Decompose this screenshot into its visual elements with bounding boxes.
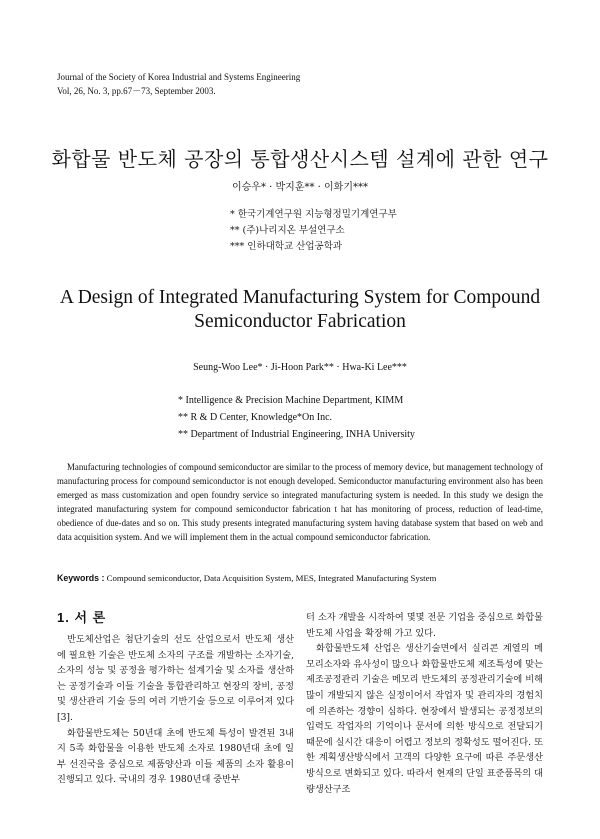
english-affiliation: ** R & D Center, Knowledge*On Inc. bbox=[178, 412, 333, 423]
korean-affiliation: ** (주)나리지온 부설연구소 bbox=[230, 225, 345, 236]
keywords-text: Compound semiconductor, Data Acquisition System, MES, Integrated Manufacturing System bbox=[104, 573, 437, 583]
journal-volume: Vol, 26, No. 3, pp.67－73, September 2003. bbox=[57, 86, 216, 96]
english-affiliations bbox=[178, 392, 415, 443]
korean-affiliation: *** 인하대학교 산업공학과 bbox=[230, 241, 343, 252]
journal-name: Journal of the Society of Korea Industrial and Systems Engineering bbox=[57, 72, 301, 82]
body-paragraph: 반도체산업은 첨단기술의 선도 산업으로서 반도체 생산에 필요한 기술은 반도체 소자의 구조를 개발하는 소자기술, 소자의 성능 및 공정을 평가하는 설계기술 및 소자를 생산하는 공정기술과 이들 기술을 통합관리하고 현장의 장비, 공정 및 생산관리 기술 등의 여러 기반기술 등으로 이루어져 있다[3]. bbox=[57, 634, 294, 723]
english-authors: Seung-Woo Lee* · Ji-Hoon Park** · Hwa-Ki Lee*** bbox=[193, 362, 407, 373]
keywords-label: Keywords : bbox=[57, 573, 105, 583]
body-paragraph: 화합물반도체 산업은 생산기술면에서 실리콘 계열의 메모리소자와 유사성이 많으나 화합물반도체 제조특성에 맞는 제조공정관리 기술은 메모리 반도체의 공정관리기술에 비해 많이 개발되지 않은 실정이어서 작업자 및 관리자의 경험치에 의존하는 경향이 심하다. 현장에서 발생되는 공정정보의 입력도 작업자의 기억이나 문서에 의한 방식으로 전달되기 때문에 실시간 대응이 어렵고 정보의 정확성도 떨어진다. 또한 계획생산방식에서 고객의 다양한 요구에 따른 주문생산 방식으로 변화되고 있다. 따라서 현재의 단일 표준품목의 대량생산구조 bbox=[306, 643, 543, 795]
body-paragraph: 화합물반도체는 50년대 초에 반도체 특성이 발견된 3내지 5족 화합물을 이용한 반도체 소자로 1980년대 초에 일부 선진국을 중심으로 제품양산과 이들 제품의 소자 활용이 진행되고 있다. 국내의 경우 1980년대 중반부 bbox=[57, 727, 294, 786]
korean-affiliation: * 한국기계연구원 지능형정밀기계연구부 bbox=[230, 209, 397, 220]
journal-header bbox=[57, 70, 300, 98]
english-title-line: A Design of Integrated Manufacturing System for Compound bbox=[59, 287, 541, 308]
korean-title: 화합물 반도체 공장의 통합생산시스템 설계에 관한 연구 bbox=[51, 147, 549, 171]
body-column-right bbox=[306, 610, 543, 797]
korean-affiliations bbox=[230, 207, 397, 255]
body-column-left bbox=[57, 632, 294, 788]
english-affiliation: ** Department of Industrial Engineering, INHA University bbox=[178, 429, 415, 440]
english-affiliation: * Intelligence & Precision Machine Department, KIMM bbox=[178, 395, 404, 406]
keywords bbox=[57, 573, 436, 583]
english-title-line: Semiconductor Fabrication bbox=[194, 311, 406, 332]
abstract: Manufacturing technologies of compound semiconductor are similar to the process of memory device, but management technology of manufacturing process for compound semiconductor is not enough developed. Semiconductor manufacturing environment also has been emerged as mass customization and open foundry service so integrated manufacturing system is needed. In this study we design the integrated manufacturing system for compound semiconductor fabrication t hat has monitoring of process, reduction of lead-time, obedience of due-dates and so on. This study presents integrated manufacturing system having database system that based on web and data acquisition system. And we will implement them in the actual compound semiconductor fabrication. bbox=[57, 462, 543, 542]
korean-authors: 이승우* · 박지훈** · 이화기*** bbox=[231, 182, 368, 193]
body-paragraph: 터 소자 개발을 시작하여 몇몇 전문 기업을 중심으로 화합물반도체 사업을 확장해 가고 있다. bbox=[306, 612, 543, 639]
english-title bbox=[0, 286, 600, 334]
section-heading: 1. 서 론 bbox=[57, 610, 107, 625]
